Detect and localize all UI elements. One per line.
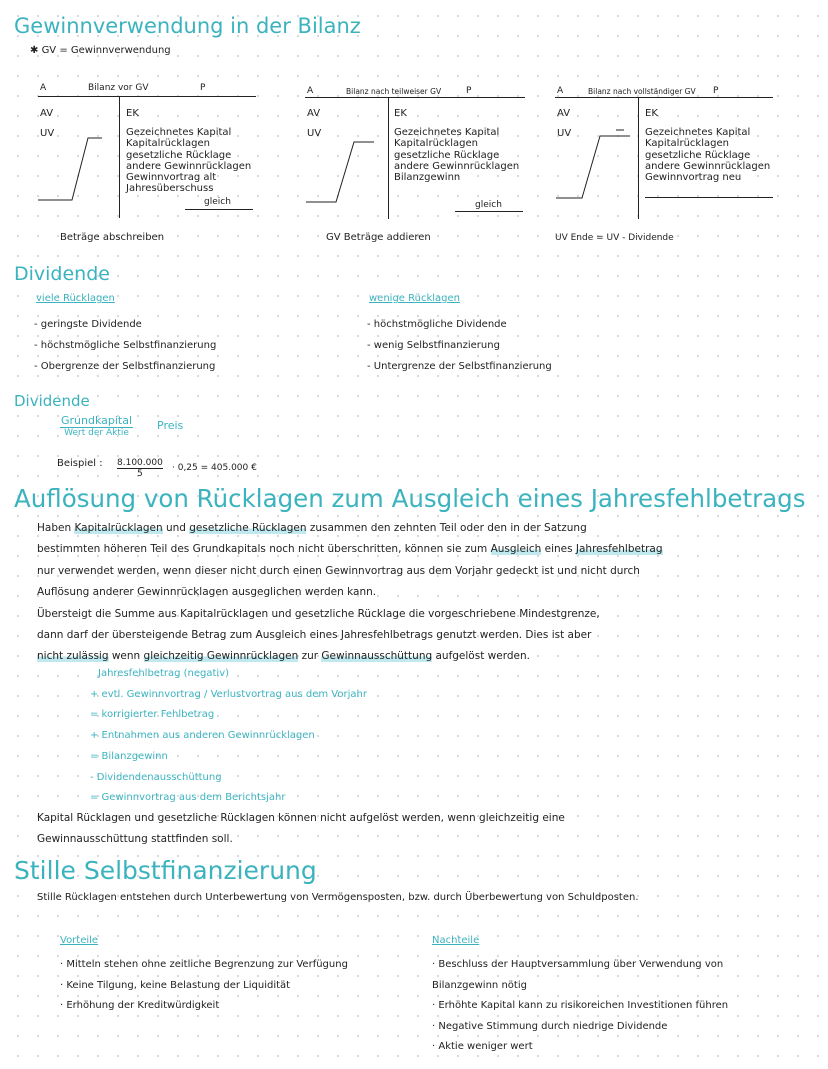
bilanz3-sum-line <box>645 197 773 198</box>
bilanz2-av: AV <box>307 108 321 119</box>
text-run: zur <box>298 650 322 663</box>
bilanz2-center-line <box>388 97 389 219</box>
bilanz1-uv: UV <box>40 128 55 139</box>
nachteile-list <box>432 955 728 1058</box>
list-item: - höchstmögliche Dividende <box>367 319 507 330</box>
text-run: Kapitalrücklagen <box>74 522 163 534</box>
bilanz1-item: Jahresüberschuss <box>126 183 214 195</box>
bilanz2-uv: UV <box>307 128 322 139</box>
example-numerator: 8.100.000 <box>117 458 163 468</box>
calc-line: + evtl. Gewinnvortrag / Verlustvortrag aus dem Vorjahr <box>90 688 367 700</box>
paragraph-line <box>37 539 663 560</box>
calc-line: - Dividendenausschüttung <box>90 771 222 783</box>
list-item: · Keine Tilgung, keine Belastung der Liquidität <box>60 979 291 991</box>
bilanz3-item: andere Gewinnrücklagen <box>645 160 771 172</box>
closing-line: Gewinnausschüttung stattfinden soll. <box>37 833 233 845</box>
bilanz2-stair-line <box>306 138 388 208</box>
bilanz1-item: Gewinnvortrag alt <box>126 172 217 184</box>
paragraph-line: dann darf der übersteigende Betrag zum Ausgleich eines Jahresfehlbetrags genutzt werden. Dies ist aber <box>37 629 592 642</box>
bilanz1-item: gesetzliche Rücklage <box>126 149 232 161</box>
paragraph-line: nur verwendet werden, wenn dieser nicht durch einen Gewinnvortrag aus dem Vorjahr gedeckt ist und nicht durch <box>37 564 640 577</box>
calc-line: Jahresfehlbetrag (negativ) <box>98 668 230 679</box>
nachteile-heading: Nachteile <box>432 935 480 946</box>
bilanz3-caption: UV Ende = UV - Dividende <box>555 233 674 243</box>
bilanz3-center-line <box>638 97 639 219</box>
bilanz3-stair-line <box>556 130 636 202</box>
text-run: aufgelöst werden. <box>432 650 530 663</box>
bilanz1-item: andere Gewinnrücklagen <box>126 160 252 172</box>
calc-line: + Entnahmen aus anderen Gewinnrücklagen <box>90 730 315 742</box>
list-item: · Aktie weniger wert <box>432 1041 533 1052</box>
text-run: gesetzliche Rücklagen <box>189 522 307 534</box>
bilanz3-item: Gezeichnetes Kapital <box>645 127 751 138</box>
bilanz2-gleich: gleich <box>475 200 502 210</box>
calc-line: = korrigierter Fehlbetrag <box>90 709 215 721</box>
aufloesung-paragraph <box>37 518 663 668</box>
formula-result: Preis <box>157 419 184 432</box>
bilanz2-item: andere Gewinnrücklagen <box>394 160 520 172</box>
stille-intro: Stille Rücklagen entstehen durch Unterbewertung von Vermögensposten, bzw. durch Überbewertung von Schuldposten. <box>37 892 639 903</box>
bilanz3-top-line <box>555 97 773 98</box>
dividende-formula <box>60 414 133 438</box>
bilanz1-title: Bilanz vor GV <box>88 83 149 93</box>
list-item: · Mitteln stehen ohne zeitliche Begrenzung zur Verfügung <box>60 959 348 970</box>
bilanz2-sum-line <box>455 211 523 212</box>
section-title-stille-selbstfinanzierung: Stille Selbstfinanzierung <box>14 856 317 885</box>
bilanz2-a: A <box>307 86 314 96</box>
bilanz1-av: AV <box>40 108 54 119</box>
list-item: Bilanzgewinn nötig <box>432 979 527 991</box>
bilanz1-a: A <box>40 83 47 93</box>
bilanz1-sum-line <box>185 209 253 210</box>
bilanz3-title: Bilanz nach vollständiger GV <box>588 87 696 96</box>
text-run: Haben <box>37 522 75 534</box>
text-run: Gewinnausschüttung <box>321 650 433 663</box>
wenige-ruecklagen-list <box>367 314 552 377</box>
bilanz2-caption: GV Beträge addieren <box>326 232 431 243</box>
gv-note-text: GV = Gewinnverwendung <box>41 45 171 56</box>
text-run: zusammen den zehnten Teil oder den in der Satzung <box>306 522 587 534</box>
section-title-aufloesung: Auflösung von Rücklagen zum Ausgleich eines Jahresfehlbetrags <box>14 484 806 513</box>
bilanz2-item: Bilanzgewinn <box>394 172 461 184</box>
bilanz1-p: P <box>200 83 206 93</box>
text-run: Ausgleich <box>490 543 542 556</box>
example-label: Beispiel : <box>57 458 103 469</box>
example-rest: · 0,25 = 405.000 € <box>172 463 257 473</box>
text-run: eines <box>541 543 576 556</box>
example-fraction <box>117 458 163 479</box>
bilanz1-items <box>126 127 251 195</box>
bilanz2-p: P <box>466 86 472 96</box>
list-item: - höchstmögliche Selbstfinanzierung <box>34 340 217 351</box>
list-item: - geringste Dividende <box>34 319 142 330</box>
section-title-dividende: Dividende <box>14 263 110 285</box>
bilanz1-center-line <box>119 96 120 218</box>
paragraph-line: Auflösung anderer Gewinnrücklagen ausgeglichen werden kann. <box>37 586 377 599</box>
bilanz2-item: gesetzliche Rücklage <box>394 149 500 161</box>
bilanz1-gleich: gleich <box>204 197 231 207</box>
bilanz3-item: gesetzliche Rücklage <box>645 149 751 161</box>
paragraph-line <box>37 518 663 539</box>
bilanz3-av: AV <box>557 108 571 119</box>
bilanz1-ek: EK <box>126 108 139 119</box>
closing-line: Kapital Rücklagen und gesetzliche Rücklagen können nicht aufgelöst werden, wenn gleichzeitig eine <box>37 812 565 824</box>
wenige-ruecklagen-heading: wenige Rücklagen <box>369 293 460 304</box>
text-run: gleichzeitig Gewinnrücklagen <box>143 650 299 663</box>
bilanz2-title: Bilanz nach teilweiser GV <box>346 87 442 96</box>
bilanz2-top-line <box>305 97 525 98</box>
bilanz2-ek: EK <box>394 108 407 119</box>
bilanz2-item: Kapitalrücklagen <box>394 138 478 150</box>
text-run: und <box>162 522 190 534</box>
gv-note: ✱ GV = Gewinnverwendung <box>30 45 171 56</box>
bilanz3-item: Kapitalrücklagen <box>645 138 729 150</box>
bilanz2-item: Gezeichnetes Kapital <box>394 127 500 138</box>
bilanz1-top-line <box>38 96 256 97</box>
list-item: · Beschluss der Hauptversammlung über Verwendung von <box>432 959 724 970</box>
section-title-gewinnverwendung: Gewinnverwendung in der Bilanz <box>14 14 361 38</box>
formula-numerator: Grundkapital <box>61 414 133 427</box>
bilanz1-item: Gezeichnetes Kapital <box>126 127 232 138</box>
viele-ruecklagen-heading: viele Rücklagen <box>36 293 115 304</box>
aufloesung-closing <box>37 808 565 850</box>
paragraph-line: Übersteigt die Summe aus Kapitalrücklagen und gesetzliche Rücklage die vorgeschriebene Mindestgrenze, <box>37 607 600 620</box>
bilanz3-ek: EK <box>645 108 658 119</box>
section-title-dividende-formel: Dividende <box>14 392 90 410</box>
text-run: wenn <box>108 650 144 663</box>
bilanz1-item: Kapitalrücklagen <box>126 138 210 150</box>
calc-line: = Gewinnvortrag aus dem Berichtsjahr <box>90 792 286 804</box>
vorteile-list <box>60 955 348 1017</box>
text-run: Jahresfehlbetrag <box>575 543 663 556</box>
bilanz2-items <box>394 127 519 183</box>
vorteile-heading: Vorteile <box>60 935 99 946</box>
bilanz3-uv: UV <box>557 128 572 139</box>
fehlbetrag-calculation <box>90 664 367 809</box>
bilanz3-items <box>645 127 770 183</box>
bilanz3-p: P <box>713 86 719 96</box>
text-run: bestimmten höheren Teil des Grundkapitals noch nicht überschritten, können sie zum <box>37 543 491 556</box>
list-item: · Erhöhung der Kreditwürdigkeit <box>60 1000 220 1011</box>
calc-line: = Bilanzgewinn <box>90 750 168 762</box>
bilanz1-caption: Beträge abschreiben <box>60 232 165 243</box>
list-item: - wenig Selbstfinanzierung <box>367 340 500 351</box>
bilanz3-item: Gewinnvortrag neu <box>645 172 742 184</box>
example-denominator: 5 <box>137 469 143 479</box>
bilanz3-a: A <box>557 86 564 96</box>
list-item: · Erhöhte Kapital kann zu risikoreichen Investitionen führen <box>432 1000 729 1011</box>
bilanz1-stair-line <box>38 130 118 202</box>
text-run: nicht zulässig <box>37 650 109 663</box>
viele-ruecklagen-list <box>34 314 216 377</box>
list-item: - Untergrenze der Selbstfinanzierung <box>367 361 552 372</box>
list-item: · Negative Stimmung durch niedrige Dividende <box>432 1020 668 1032</box>
formula-denominator: Wert der Aktie <box>64 428 129 438</box>
list-item: - Obergrenze der Selbstfinanzierung <box>34 361 216 372</box>
